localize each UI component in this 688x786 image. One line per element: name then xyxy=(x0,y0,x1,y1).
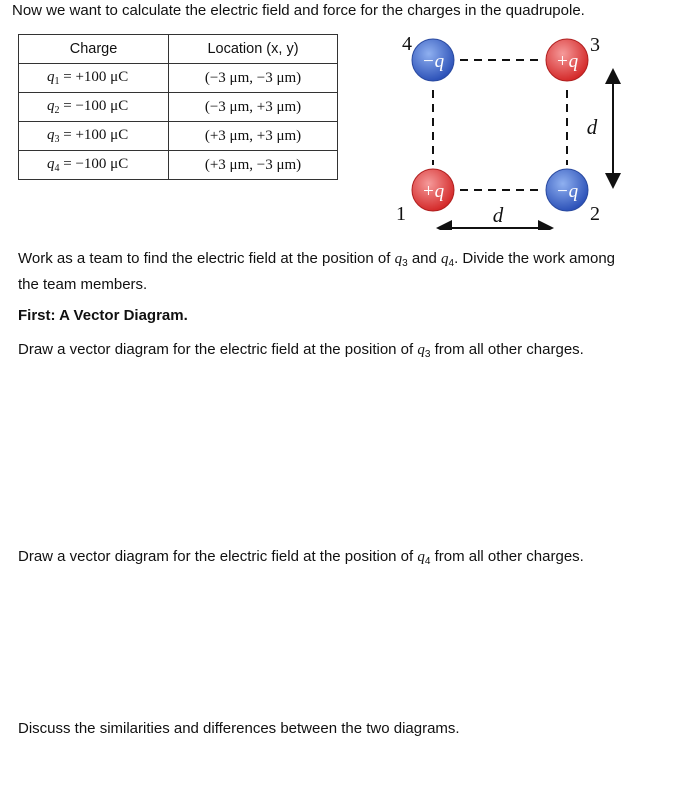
table-row xyxy=(19,64,338,93)
teamwork-instructions: Work as a team to find the electric field at the position of $q_3$ and $q_4$. Divide the work among the team members. xyxy=(18,250,615,293)
svg-text:−q: −q xyxy=(421,51,445,72)
intro-text: Now we want to calculate the electric field and force for the charges in the quadrupole. xyxy=(12,2,585,19)
location-cell: (−3 μm, +3 μm) xyxy=(169,93,338,122)
svg-text:+q: +q xyxy=(421,181,445,202)
charge-table xyxy=(18,34,338,180)
q4-diagram-prompt: Draw a vector diagram for the electric field at the position of $q_4$ from all other charges. xyxy=(18,548,584,567)
first-heading: First: A Vector Diagram. xyxy=(18,307,188,324)
charge-cell: $q_3 = +100$ μC xyxy=(19,122,169,151)
discuss-prompt: Discuss the similarities and differences between the two diagrams. xyxy=(18,720,460,737)
q3-diagram-prompt: Draw a vector diagram for the electric field at the position of $q_3$ from all other charges. xyxy=(18,341,584,360)
charge-cell: $q_2 = -100$ μC xyxy=(19,93,169,122)
charge-2 xyxy=(546,169,588,211)
charge-cell: $q_1 = +100$ μC xyxy=(19,64,169,93)
charge-cell: $q_4 = -100$ μC xyxy=(19,151,169,180)
charge-3 xyxy=(546,39,588,81)
location-cell: (+3 μm, +3 μm) xyxy=(169,122,338,151)
charge-1 xyxy=(412,169,454,211)
table-header-row xyxy=(19,35,338,64)
charge-4 xyxy=(412,39,454,81)
table-row xyxy=(19,93,338,122)
location-cell: (−3 μm, −3 μm) xyxy=(169,64,338,93)
corner-label-2: 2 xyxy=(590,203,600,225)
corner-label-4: 4 xyxy=(402,33,412,55)
corner-label-3: 3 xyxy=(590,34,600,56)
quadrupole-diagram xyxy=(380,30,640,230)
corner-label-1: 1 xyxy=(396,203,406,225)
horizontal-distance-label: d xyxy=(492,203,504,227)
table-row xyxy=(19,151,338,180)
location-cell: (+3 μm, −3 μm) xyxy=(169,151,338,180)
svg-text:+q: +q xyxy=(555,51,579,72)
vertical-distance-label: d xyxy=(586,115,598,139)
svg-text:−q: −q xyxy=(555,181,579,202)
header-charge: Charge xyxy=(19,35,169,64)
table-row xyxy=(19,122,338,151)
header-location: Location (x, y) xyxy=(169,35,338,64)
